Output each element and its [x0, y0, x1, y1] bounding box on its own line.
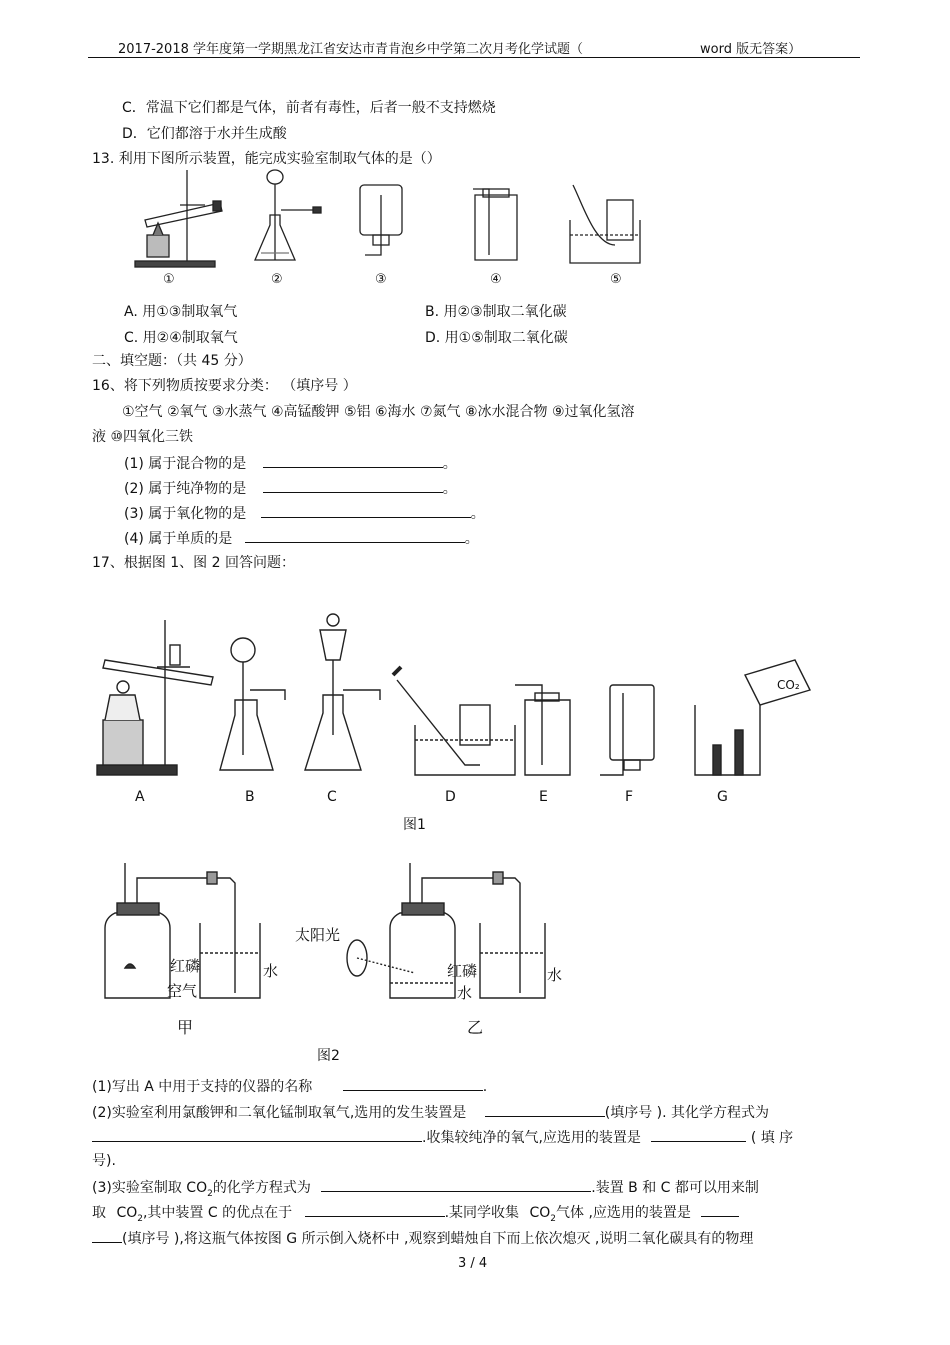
- header-rule: [88, 57, 860, 58]
- apparatus-4-drawing: [473, 189, 517, 260]
- apparatus-label-1: ①: [163, 272, 175, 287]
- q17-part2-line1: [92, 1102, 769, 1122]
- q17-part2-text-a: (2)实验室利用氯酸钾和二氧化锰制取氧气: [92, 1105, 350, 1121]
- q16-sub3-blank[interactable]: [261, 503, 471, 518]
- header-title: 2017-2018 学年度第一学期黑龙江省安达市青肯泡乡中学第二次月考化学试题（: [118, 42, 583, 57]
- q17-part3-text-j: 气体 ,应选用的装置是: [556, 1205, 691, 1221]
- q16-sub3-end: 。: [470, 506, 485, 522]
- q16-sub2: [124, 478, 457, 498]
- q17-part2-line2: [92, 1127, 793, 1147]
- q16-sub2-label: (2) 属于纯净物的是: [124, 481, 247, 497]
- header-suffix: word 版无答案）: [700, 42, 802, 57]
- q17-part3-line3: [92, 1228, 753, 1248]
- q17-part3-text-d: .装置 B 和 C 都可以用来制: [591, 1180, 759, 1196]
- q17-part3-line2: [92, 1202, 739, 1228]
- q17-part2-text-d: .收集较纯净的氧气: [422, 1130, 539, 1146]
- fig1-label-f: F: [625, 789, 634, 805]
- fig1-label-d: D: [445, 789, 456, 805]
- page-number: 3 / 4: [458, 1256, 488, 1271]
- q12-option-d: D．它们都溶于水并生成酸: [122, 126, 287, 142]
- apparatus-label-4: ④: [490, 272, 502, 287]
- fig1-label-a: A: [135, 789, 145, 805]
- q17-part3-text-h: .某同学收集: [444, 1205, 520, 1221]
- apparatus-5-drawing: [570, 185, 640, 263]
- fig2-jia-red-phosphorus: 红磷: [170, 957, 201, 975]
- fig2-jia-air: 空气: [167, 982, 198, 1000]
- q17-part3-co2-b-text: CO: [116, 1205, 138, 1221]
- q16-items-cont: 液 ⑩四氧化三铁: [92, 429, 194, 445]
- q17-part3-co2-a-text: CO: [186, 1180, 208, 1196]
- co2-bottle-label: CO₂: [777, 678, 800, 692]
- apparatus-2-drawing: [255, 170, 321, 260]
- apparatus-f-drawing: [600, 685, 654, 775]
- q17-part2-text-f: ( 填 序: [750, 1130, 794, 1146]
- fig1-caption: 图1: [403, 817, 426, 833]
- fig1-label-b: B: [245, 789, 255, 805]
- q17-part2-blank-device[interactable]: [485, 1102, 605, 1117]
- apparatus-label-5: ⑤: [610, 272, 622, 287]
- q17-part3-blank-equation[interactable]: [321, 1177, 591, 1192]
- q17-part2-blank-collect[interactable]: [651, 1127, 746, 1142]
- q13-apparatus-figure: [125, 165, 665, 290]
- q16-sub4: [124, 528, 479, 548]
- fig2-yi-sunlight: 太阳光: [295, 926, 341, 944]
- q16-sub2-end: 。: [442, 481, 457, 497]
- q16-sub1-label: (1) 属于混合物的是: [124, 456, 247, 472]
- q16-sub4-blank[interactable]: [245, 528, 465, 543]
- q17-part1-dot: .: [482, 1079, 488, 1095]
- q17-part3-co2-c-text: CO: [529, 1205, 551, 1221]
- q17-part3-co2-c: [529, 1205, 557, 1224]
- q12-option-c: C．常温下它们都是气体，前者有毒性，后者一般不支持燃烧: [122, 100, 496, 116]
- figure-1: [95, 605, 855, 840]
- q17-part3-text-c: 的化学方程式为: [212, 1180, 311, 1196]
- q17-part3-co2-c-sub: 2: [550, 1213, 557, 1224]
- apparatus-label-2: ②: [271, 272, 283, 287]
- q17-part1: [92, 1076, 487, 1096]
- section-2-title: 二、填空题：（共 45 分）: [92, 353, 252, 369]
- q17-part1-blank[interactable]: [343, 1076, 483, 1091]
- q17-part3-co2-a: [186, 1180, 213, 1199]
- q17-stem: 17、根据图 1、图 2 回答问题：: [92, 555, 295, 571]
- q17-part2-line3: 号).: [92, 1153, 116, 1169]
- fig1-label-g: G: [717, 789, 728, 805]
- q16-sub4-label: (4) 属于单质的是: [124, 531, 233, 547]
- q13-option-c: C. 用②④制取氧气: [124, 330, 238, 346]
- q16-stem: 16、将下列物质按要求分类： （填序号 ）: [92, 378, 357, 394]
- q17-part3-blank-advantage[interactable]: [305, 1202, 445, 1217]
- apparatus-b-drawing: [220, 638, 285, 770]
- apparatus-d-drawing: [393, 667, 515, 775]
- q13-option-b: B. 用②③制取二氧化碳: [425, 304, 567, 320]
- q17-part3-text-e: 取: [92, 1205, 106, 1221]
- q17-part2-text-c: (填序号 ). 其化学方程式为: [604, 1105, 770, 1121]
- fig2-caption-jia: 甲: [177, 1018, 194, 1037]
- fig2-caption: 图2: [317, 1048, 340, 1064]
- apparatus-3-drawing: [360, 185, 402, 255]
- q17-part3-co2-a-sub: 2: [207, 1188, 213, 1199]
- q13-option-a: A. 用①③制取氧气: [124, 304, 238, 320]
- fig2-yi-red-phosphorus: 红磷: [447, 962, 478, 980]
- q16-sub2-blank[interactable]: [263, 478, 443, 493]
- setup-yi-drawing: [347, 863, 545, 998]
- apparatus-a-drawing: [97, 620, 213, 775]
- q16-sub4-end: 。: [464, 531, 479, 547]
- q17-part3-blank-collect[interactable]: [701, 1202, 739, 1217]
- fig2-caption-yi: 乙: [467, 1018, 484, 1037]
- fig2-yi-water-bottle: 水: [457, 984, 473, 1002]
- q17-part2-blank-equation[interactable]: [92, 1127, 422, 1142]
- apparatus-c-drawing: [305, 614, 380, 770]
- setup-jia-drawing: [105, 863, 260, 998]
- q16-sub1-end: 。: [442, 456, 457, 472]
- figure-2: [95, 858, 615, 1068]
- q17-part2-text-e: ,应选用的装置是: [538, 1130, 641, 1146]
- apparatus-e-drawing: [515, 685, 570, 775]
- fig1-label-e: E: [539, 789, 548, 805]
- q17-part3-text-g: ,其中装置 C 的优点在于: [142, 1205, 293, 1221]
- q17-part1-text: (1)写出 A 中用于支持的仪器的名称: [92, 1079, 313, 1095]
- q16-items: ①空气 ②氧气 ③水蒸气 ④高锰酸钾 ⑤铝 ⑥海水 ⑦氮气 ⑧冰水混合物 ⑨过氧化氢溶: [122, 404, 635, 420]
- q17-part3-text-a: (3)实验室制取: [92, 1180, 182, 1196]
- q16-sub1: [124, 453, 457, 473]
- q17-part3-text-k: (填序号 ),将这瓶气体按图 G 所示倒入烧杯中 ,观察到蜡烛自下而上依次熄灭 ,说明二氧化碳具有的物理: [122, 1231, 754, 1247]
- fig2-jia-water: 水: [263, 962, 279, 980]
- q17-part3-blank-collect-cont[interactable]: [92, 1228, 122, 1243]
- fig2-yi-water-beaker: 水: [547, 966, 563, 984]
- fig1-label-c: C: [327, 789, 337, 805]
- q17-part3-line1: [92, 1177, 759, 1203]
- q13-stem: 13. 利用下图所示装置，能完成实验室制取气体的是（）: [92, 151, 441, 167]
- q16-sub3-label: (3) 属于氧化物的是: [124, 506, 247, 522]
- q17-part3-co2-b: [116, 1205, 143, 1224]
- apparatus-1-drawing: [135, 170, 222, 267]
- q16-sub1-blank[interactable]: [263, 453, 443, 468]
- q13-option-d: D. 用①⑤制取二氧化碳: [425, 330, 568, 346]
- q16-sub3: [124, 503, 485, 523]
- q17-part3-co2-b-sub: 2: [137, 1213, 143, 1224]
- apparatus-label-3: ③: [375, 272, 387, 287]
- q17-part2-text-b: ,选用的发生装置是: [349, 1105, 467, 1121]
